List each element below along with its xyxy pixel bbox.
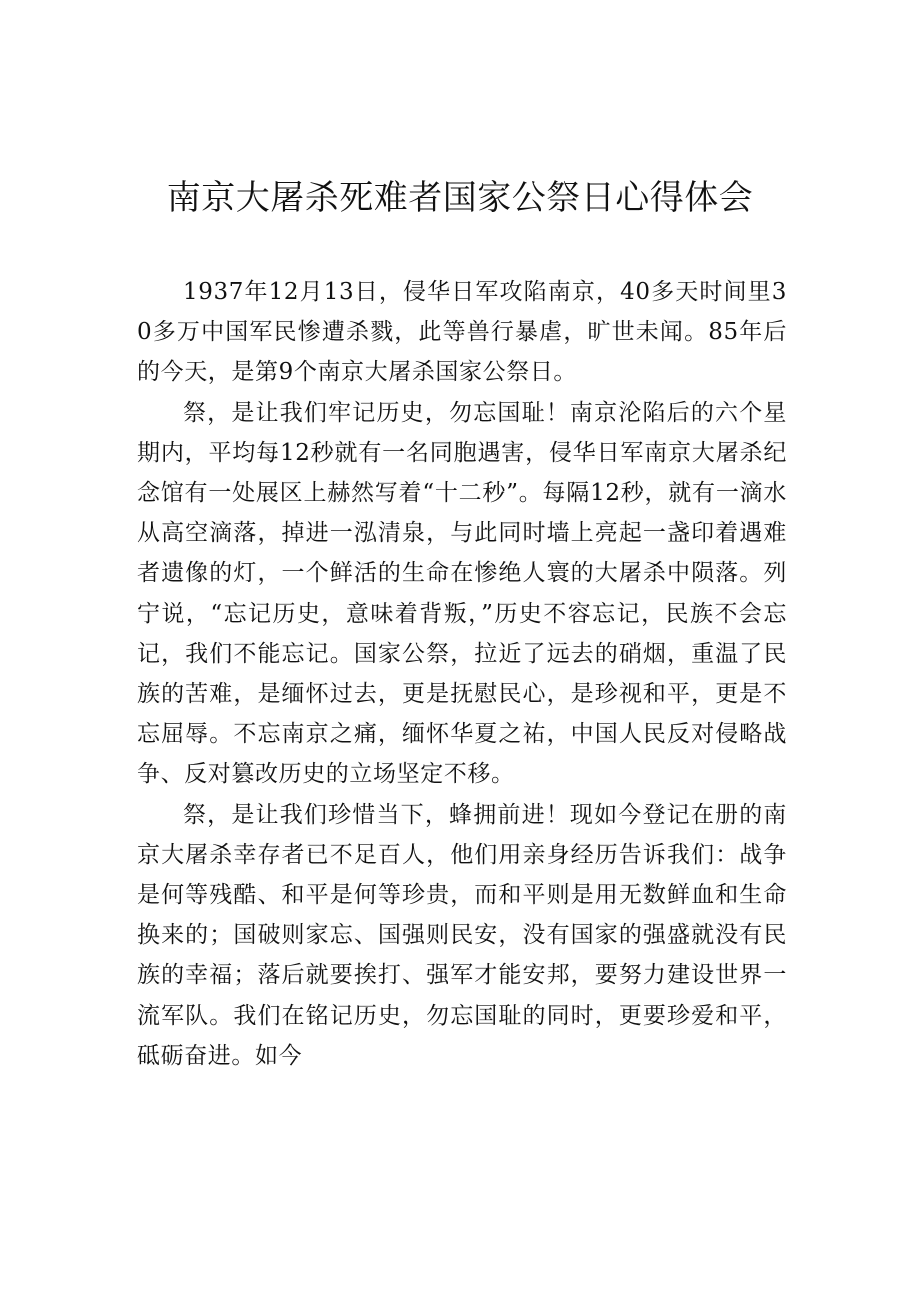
paragraph-1: 1937年12月13日，侵华日军攻陷南京，40多天时间里30多万中国军民惨遭杀戮，此等兽行暴虐，旷世未闻。85年后的今天，是第9个南京大屠杀国家公祭日。 bbox=[137, 279, 787, 386]
document-title: 南京大屠杀死难者国家公祭日心得体会 bbox=[166, 178, 754, 218]
paragraph-3: 祭，是让我们珍惜当下，蜂拥前进！现如今登记在册的南京大屠杀幸存者已不足百人，他们用亲身经历告诉我们：战争是何等残酷、和平是何等珍贵，而和平则是用无数鲜血和生命换来的；国破则家忘、国强则民安，没有国家的强盛就没有民族的幸福；落后就要挨打、强军才能安邦，要努力建设世界一流军队。我们在铭记历史，勿忘国耻的同时，更要珍爱和平，砥砺奋进。如今 bbox=[137, 801, 787, 1069]
paragraph-2: 祭，是让我们牢记历史，勿忘国耻！南京沦陷后的六个星期内，平均每12秒就有一名同胞遇害，侵华日军南京大屠杀纪念馆有一处展区上赫然写着“十二秒”。每隔12秒，就有一滴水从高空滴落，掉进一泓清泉，与此同时墙上亮起一盏印着遇难者遗像的灯，一个鲜活的生命在惨绝人寰的大屠杀中陨落。列宁说，“忘记历史，意味着背叛，”历史不容忘记，民族不会忘记，我们不能忘记。国家公祭，拉近了远去的硝烟，重温了民族的苦难，是缅怀过去，更是抚慰民心，是珍视和平，更是不忘屈辱。不忘南京之痛，缅怀华夏之祐，中国人民反对侵略战争、反对篡改历史的立场坚定不移。 bbox=[137, 399, 787, 788]
document-body bbox=[137, 272, 787, 1076]
